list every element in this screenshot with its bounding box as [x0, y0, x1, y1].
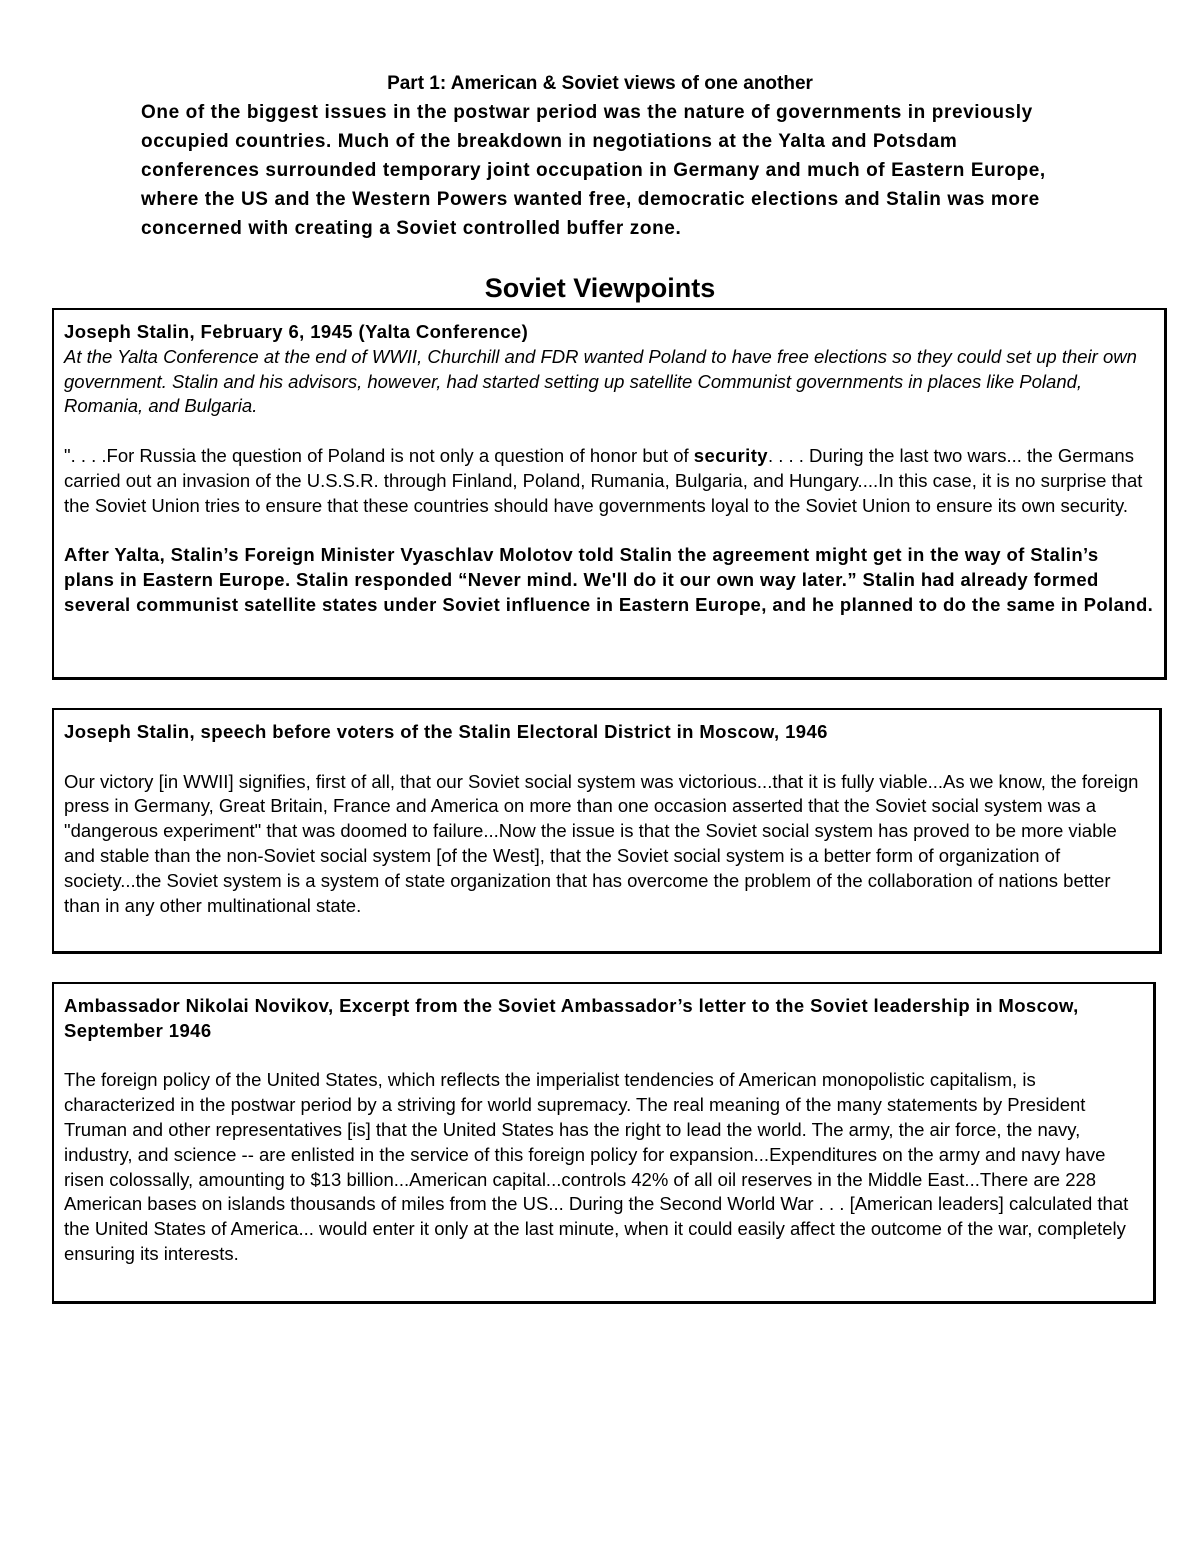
quote-emphasis: security [693, 444, 768, 466]
source-title: Joseph Stalin, February 6, 1945 (Yalta Conference) [64, 321, 529, 342]
source-title: Ambassador Nikolai Novikov, Excerpt from the Soviet Ambassador’s letter to the Soviet leadership in Moscow, September 1946 [64, 995, 1079, 1041]
part-title: Part 1: American & Soviet views of one another [387, 73, 813, 94]
source-aftermath: After Yalta, Stalin’s Foreign Minister Vyaschlav Molotov told Stalin the agreement might get in the way of Stalin’s plans in Eastern Europe. Stalin responded “Never mind. We'll do it our own way later.” Stalin had already formed several communist satellite states under Soviet influence in Eastern Europe, and he planned to do the same in Poland. [64, 544, 1154, 615]
source-title: Joseph Stalin, speech before voters of the Stalin Electoral District in Moscow, 1946 [64, 721, 828, 742]
section-heading: Soviet Viewpoints [484, 273, 716, 303]
source-box-novikov-letter [52, 982, 1156, 1304]
source-body: The foreign policy of the United States, which reflects the imperialist tendencies of American monopolistic capitalism, is characterized in the postwar period by a striving for world supremacy. The real meaning of the many statements by President Truman and other representatives [is] that the United States has the right to lead the world. The army, the air force, the navy, industry, and science -- are enlisted in the service of this foreign policy for expansion...Expenditures on the army and navy have risen colossally, amounting to $13 billion...American capital...controls 42% of all oil reserves in the Middle East...There are 228 American bases on islands thousands of miles from the US... During the Second World War . . . [American leaders] calculated that the United States of America... would enter it only at the last minute, when it could easily affect the outcome of the war, completely ensuring its interests. [64, 1069, 1129, 1264]
source-box-stalin-speech [52, 708, 1162, 954]
source-body: Our victory [in WWII] signifies, first of all, that our Soviet social system was victorious...that it is fully viable...As we know, the foreign press in Germany, Great Britain, France and America on more than one occasion asserted that the Soviet social system was a "dangerous experiment" that was doomed to failure...Now the issue is that the Soviet social system has proved to be more viable and stable than the non-Soviet social system [of the West], that the Soviet social system is a better form of organization of society...the Soviet system is a system of state organization that has overcome the problem of the collaboration of nations better than in any other multinational state. [64, 770, 1139, 916]
source-box-stalin-yalta [52, 308, 1167, 680]
source-quote [64, 444, 1154, 518]
intro-paragraph: One of the biggest issues in the postwar period was the nature of governments in previously occupied countries. Much of the breakdown in negotiations at the Yalta and Potsdam conferences surrounded temporary joint occupation in Germany and much of Eastern Europe, where the US and the Western Powers wanted free, democratic elections and Stalin was more concerned with creating a Soviet controlled buffer zone. [141, 102, 1046, 239]
source-context: At the Yalta Conference at the end of WWII, Churchill and FDR wanted Poland to have free elections so they could set up their own government. Stalin and his advisors, however, had started setting up satellite Communist governments in places like Poland, Romania, and Bulgaria. [64, 345, 1137, 417]
quote-text-before: ". . . .For Russia the question of Poland is not only a question of honor but of [64, 444, 694, 466]
quote-text-after: . . . . During the last two wars... the Germans carried out an invasion of the U.S.S.R. through Finland, Poland, Rumania, Bulgaria, and Hungary....In this case, it is no surprise that the Soviet Union tries to ensure that these countries should have governments loyal to the Soviet Union to ensure its own security. [64, 444, 1143, 516]
